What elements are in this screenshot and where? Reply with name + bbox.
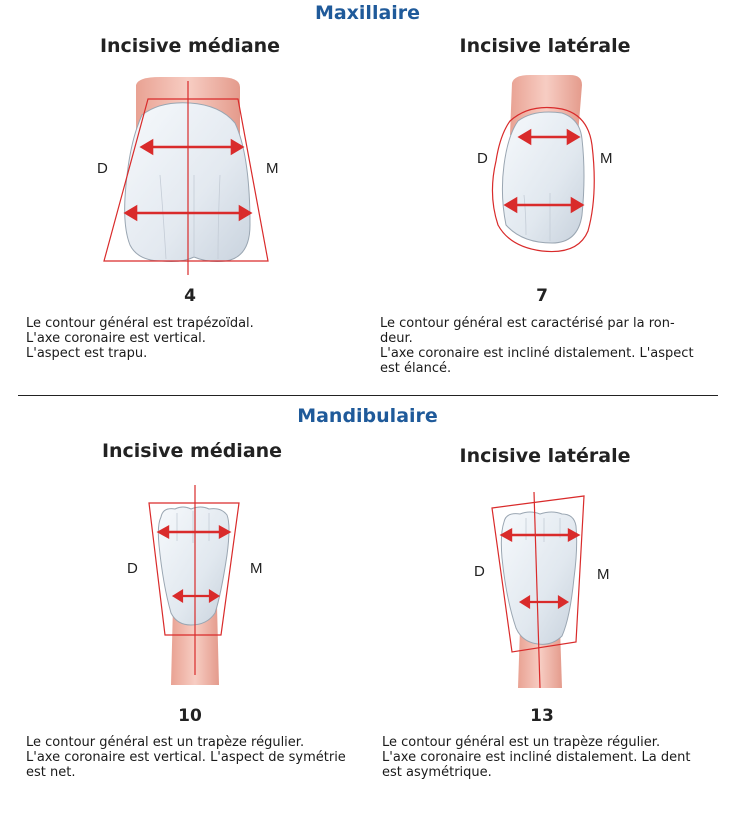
crown (501, 512, 576, 644)
label-m-max-laterale: M (600, 150, 613, 167)
label-m-mand-laterale: M (597, 566, 610, 583)
subtitle-mand-mediane: Incisive médiane (101, 440, 283, 462)
max-laterale-tooth-diagram (470, 75, 620, 260)
crown (502, 112, 584, 243)
figure-number-4: 4 (184, 286, 196, 306)
desc-mand-mediane: Le contour général est un trapèze régulier. L'axe coronaire est vertical. L'aspect de symétrie est net. (26, 735, 346, 780)
label-m-mand-mediane: M (250, 560, 263, 577)
section-title-mandibulaire: Mandibulaire (297, 405, 438, 427)
desc-max-laterale: Le contour général est caractérisé par la ron- deur. L'axe coronaire est incliné distalement. L'aspect est élancé. (380, 316, 694, 376)
label-m-max-mediane: M (266, 160, 279, 177)
label-d-max-laterale: D (477, 150, 488, 167)
section-divider (18, 395, 718, 396)
max-mediane-tooth-diagram (90, 75, 290, 290)
crown (125, 103, 250, 262)
label-d-max-mediane: D (97, 160, 108, 177)
label-d-mand-mediane: D (127, 560, 138, 577)
subtitle-max-mediane: Incisive médiane (99, 35, 281, 57)
desc-mand-laterale: Le contour général est un trapèze régulier. L'axe coronaire est incliné distalement. La dent est asymétrique. (382, 735, 691, 780)
figure-number-13: 13 (530, 706, 554, 726)
desc-max-mediane: Le contour général est trapézoïdal. L'axe coronaire est vertical. L'aspect est trapu. (26, 316, 254, 361)
subtitle-max-laterale: Incisive latérale (459, 35, 631, 57)
crown (158, 507, 229, 625)
mand-mediane-tooth-diagram (135, 485, 255, 685)
label-d-mand-laterale: D (474, 563, 485, 580)
figure-number-7: 7 (536, 286, 548, 306)
mand-laterale-tooth-diagram (480, 488, 600, 688)
section-title-maxillaire: Maxillaire (314, 2, 421, 24)
subtitle-mand-laterale: Incisive latérale (459, 445, 631, 467)
figure-number-10: 10 (178, 706, 202, 726)
